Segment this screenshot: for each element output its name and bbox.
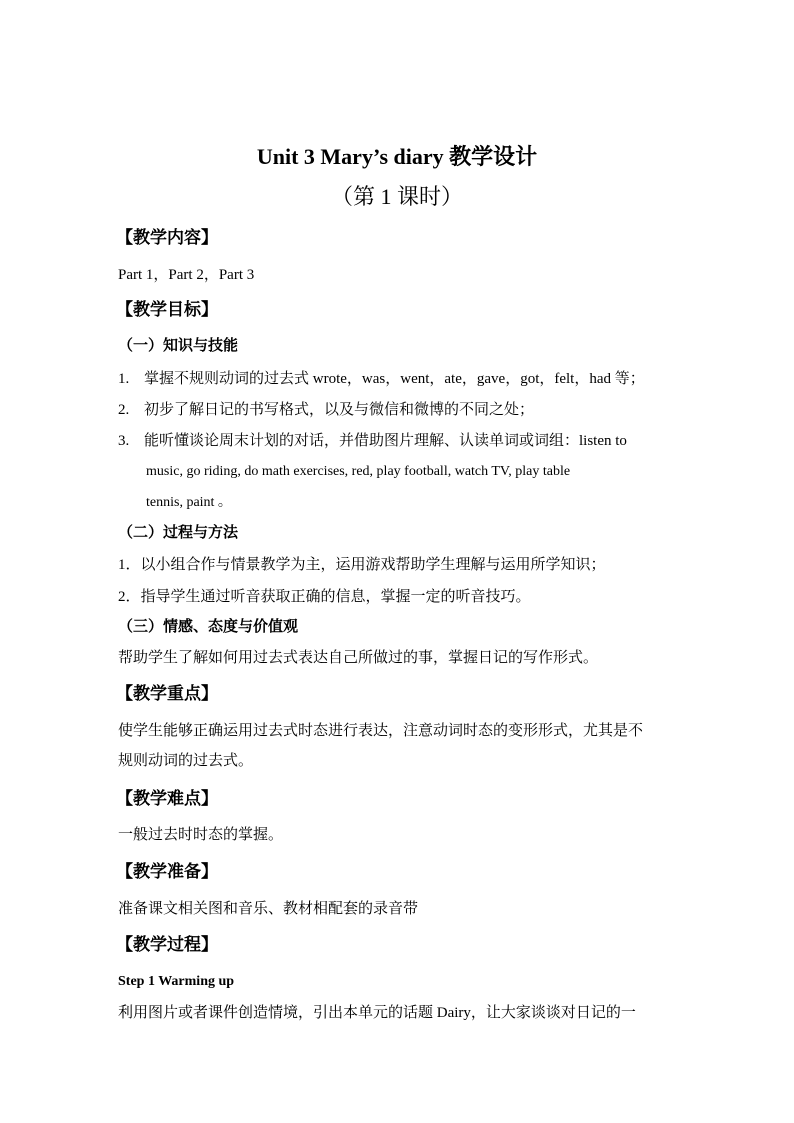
goal-item-3-text-line3: tennis, paint 。 <box>146 495 232 510</box>
document-subtitle: （第 1 课时） <box>330 184 463 209</box>
goal-item-2 <box>118 400 534 420</box>
content-text: Part 1，Part 2，Part 3 <box>118 267 255 283</box>
goal-attitude-text: 帮助学生了解如何用过去式表达自己所做过的事，掌握日记的写作形式。 <box>118 650 599 666</box>
goal-subheading-process: （二）过程与方法 <box>118 525 239 541</box>
goal-item-3-number: 3. <box>118 433 130 449</box>
goal-item-1 <box>118 369 645 389</box>
section-heading-preparation: 【教学准备】 <box>116 862 218 881</box>
goal-process-1: 1．以小组合作与情景教学为主，运用游戏帮助学生理解与运用所学知识； <box>118 557 606 573</box>
goal-item-2-text: 初步了解日记的书写格式，以及与微信和微博的不同之处； <box>144 402 535 418</box>
section-heading-difficulties: 【教学难点】 <box>116 789 218 808</box>
section-heading-content: 【教学内容】 <box>116 228 218 247</box>
goal-item-1-number: 1. <box>118 371 130 387</box>
goal-process-2: 2．指导学生通过听音获取正确的信息，掌握一定的听音技巧。 <box>118 589 531 605</box>
section-heading-goals: 【教学目标】 <box>116 300 218 319</box>
step-1-heading: Step 1 Warming up <box>118 974 235 989</box>
key-points-line2: 规则动词的过去式。 <box>118 753 254 769</box>
goal-item-3-text-line1: 能听懂谈论周末计划的对话，并借助图片理解、认读单词或词组：listen to <box>144 433 627 449</box>
difficulties-text: 一般过去时时态的掌握。 <box>118 827 284 843</box>
section-heading-process: 【教学过程】 <box>116 935 218 954</box>
step-1-text: 利用图片或者课件创造情境，引出本单元的话题 Dairy，让大家谈谈对日记的一 <box>118 1005 636 1021</box>
goal-item-3 <box>118 431 627 451</box>
goal-item-3-text-line2: music, go riding, do math exercises, red, play football, watch TV, play table <box>146 464 571 479</box>
preparation-text: 准备课文相关图和音乐、教材相配套的录音带 <box>118 901 419 917</box>
goal-subheading-attitude: （三）情感、态度与价值观 <box>118 619 299 635</box>
document-title: Unit 3 Mary’s diary 教学设计 <box>256 144 538 169</box>
goal-subheading-knowledge: （一）知识与技能 <box>118 338 239 354</box>
section-heading-key-points: 【教学重点】 <box>116 684 218 703</box>
goal-item-1-text: 掌握不规则动词的过去式 wrote，was，went，ate，gave，got，felt，had 等； <box>144 371 645 387</box>
goal-item-2-number: 2. <box>118 402 130 418</box>
key-points-line1: 使学生能够正确运用过去式时态进行表达，注意动词时态的变形形式，尤其是不 <box>118 723 644 739</box>
